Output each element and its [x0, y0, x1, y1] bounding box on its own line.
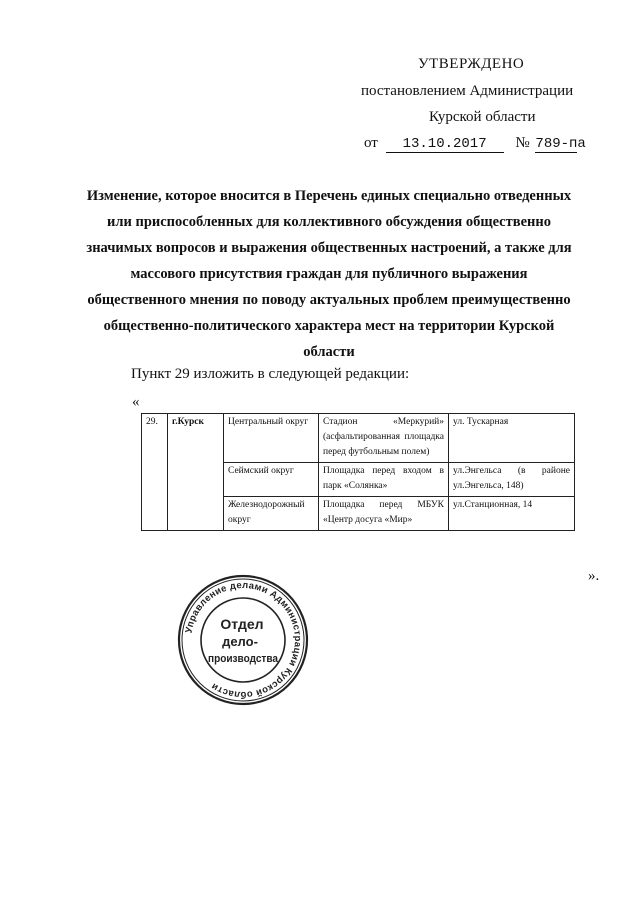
- district-cell: Центральный округ: [224, 414, 319, 463]
- district-cell: Железнодорожный округ: [224, 497, 319, 531]
- stamp-graphic: [176, 573, 310, 707]
- approval-number: 789-па: [535, 136, 586, 152]
- intro-text: Пункт 29 изложить в следующей редакции:: [131, 366, 410, 382]
- stamp-center-line2: дело-: [222, 634, 258, 649]
- approval-date-number: [364, 135, 586, 153]
- place-cell: Стадион «Меркурий» (асфальтированная площадка перед футбольным полем): [319, 414, 449, 463]
- district-cell: Сеймский округ: [224, 463, 319, 497]
- approval-region: Курской области: [429, 109, 536, 125]
- place-cell: Площадка перед МБУК «Центр досуга «Мир»: [319, 497, 449, 531]
- table-row: [142, 414, 575, 463]
- office-stamp: [176, 573, 310, 707]
- stamp-center-line1: Отдел: [220, 616, 264, 632]
- address-cell: ул.Станционная, 14: [449, 497, 575, 531]
- approval-date: 13.10.2017: [386, 137, 504, 153]
- address-cell: ул. Тускарная: [449, 414, 575, 463]
- place-cell: Площадка перед входом в парк «Солянка»: [319, 463, 449, 497]
- document-heading: Изменение, которое вносится в Перечень единых специально отведенных или приспособленных для коллективного обсуждения общественно значимых вопросов и выражения общественных настроений, а также для массового присутствия граждан для публичного выражения общественного мнения по поводу актуальных проблем преимущественно общественно-политического характера мест на территории Курской области: [86, 188, 572, 360]
- date-label: от: [364, 135, 378, 151]
- stamp-center-line3: производства: [208, 653, 279, 665]
- item-number: 29.: [142, 414, 168, 531]
- address-cell: ул.Энгельса (в районе ул.Энгельса, 148): [449, 463, 575, 497]
- approved-title: УТВЕРЖДЕНО: [418, 56, 525, 72]
- approval-authority: постановлением Администрации: [361, 83, 574, 99]
- city-name: г.Курск: [168, 414, 224, 531]
- stamp-ring-text: Управление делами Администрации Курской области: [183, 579, 304, 701]
- opening-quote: «: [132, 394, 140, 410]
- number-label: №: [515, 135, 530, 151]
- closing-quote: ».: [588, 568, 600, 584]
- places-table: [141, 413, 575, 531]
